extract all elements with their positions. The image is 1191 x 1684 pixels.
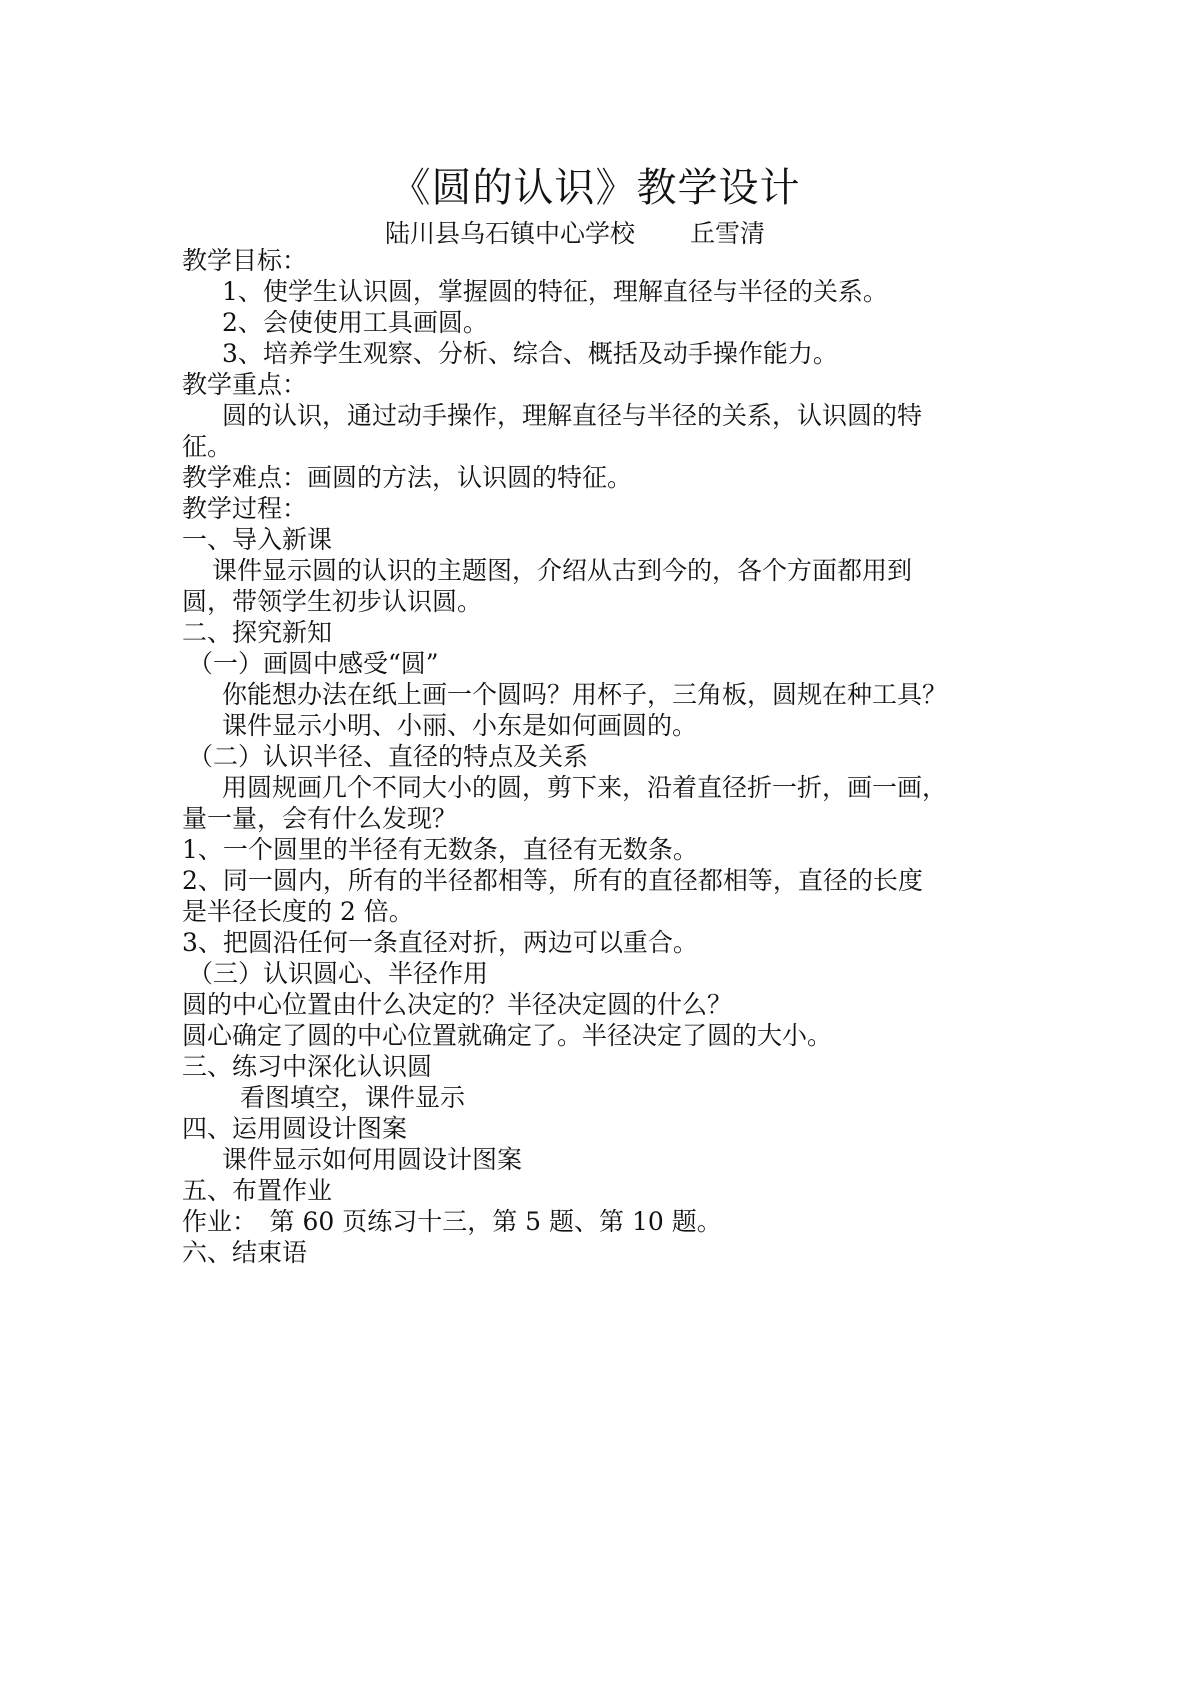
homework-line: 作业： 第 60 页练习十三，第 5 题、第 10 题。	[182, 1207, 722, 1236]
objective-item: 2、会使使用工具画圆。	[222, 308, 488, 337]
paragraph-line: 你能想办法在纸上画一个圆吗？用杯子，三角板，圆规在种工具？	[222, 680, 948, 709]
list-item: 1、一个圆里的半径有无数条，直径有无数条。	[182, 835, 698, 864]
paragraph-line: 课件显示如何用圆设计图案	[222, 1145, 523, 1174]
objective-item: 1、使学生认识圆，掌握圆的特征，理解直径与半径的关系。	[222, 277, 888, 306]
objective-item: 3、培养学生观察、分析、综合、概括及动手操作能力。	[222, 339, 838, 368]
paragraph-line: 征。	[182, 432, 233, 461]
school-name: 陆川县乌石镇中心学校	[385, 219, 636, 248]
paragraph-line: 是半径长度的 2 倍。	[182, 897, 414, 926]
author-name: 丘雪清	[690, 219, 766, 248]
paragraph-line: 课件显示小明、小丽、小东是如何画圆的。	[222, 711, 698, 740]
step-heading: 二、探究新知	[182, 618, 333, 647]
section-heading-process: 教学过程：	[182, 494, 308, 523]
step-heading: 一、导入新课	[182, 525, 333, 554]
section-heading-key-points: 教学重点：	[182, 370, 308, 399]
document-title: 《圆的认识》教学设计	[390, 165, 801, 211]
document-body	[182, 245, 1022, 1268]
paragraph-line: 看图填空，课件显示	[240, 1083, 466, 1112]
paragraph-line: 量一量，会有什么发现？	[182, 804, 458, 833]
section-heading-difficulties: 教学难点：画圆的方法，认识圆的特征。	[182, 463, 633, 492]
paragraph-line: 用圆规画几个不同大小的圆，剪下来，沿着直径折一折，画一画，	[222, 773, 948, 802]
step-heading: 六、结束语	[182, 1238, 308, 1267]
sub-heading: （一）画圆中感受“圆”	[188, 649, 439, 678]
step-heading: 四、运用圆设计图案	[182, 1114, 408, 1143]
paragraph-line: 圆，带领学生初步认识圆。	[182, 587, 483, 616]
sub-heading: （三）认识圆心、半径作用	[188, 959, 489, 988]
sub-heading: （二）认识半径、直径的特点及关系	[188, 742, 589, 771]
paragraph-line: 圆的认识，通过动手操作，理解直径与半径的关系，认识圆的特	[222, 401, 923, 430]
paragraph-line: 圆的中心位置由什么决定的？半径决定圆的什么？	[182, 990, 733, 1019]
paragraph-line: 圆心确定了圆的中心位置就确定了。半径决定了圆的大小。	[182, 1021, 833, 1050]
section-heading-objectives: 教学目标：	[182, 246, 308, 275]
step-heading: 三、练习中深化认识圆	[182, 1052, 433, 1081]
step-heading: 五、布置作业	[182, 1176, 333, 1205]
paragraph-line: 课件显示圆的认识的主题图，介绍从古到今的，各个方面都用到	[212, 556, 913, 585]
list-item: 2、同一圆内，所有的半径都相等，所有的直径都相等，直径的长度	[182, 866, 923, 895]
list-item: 3、把圆沿任何一条直径对折，两边可以重合。	[182, 928, 698, 957]
